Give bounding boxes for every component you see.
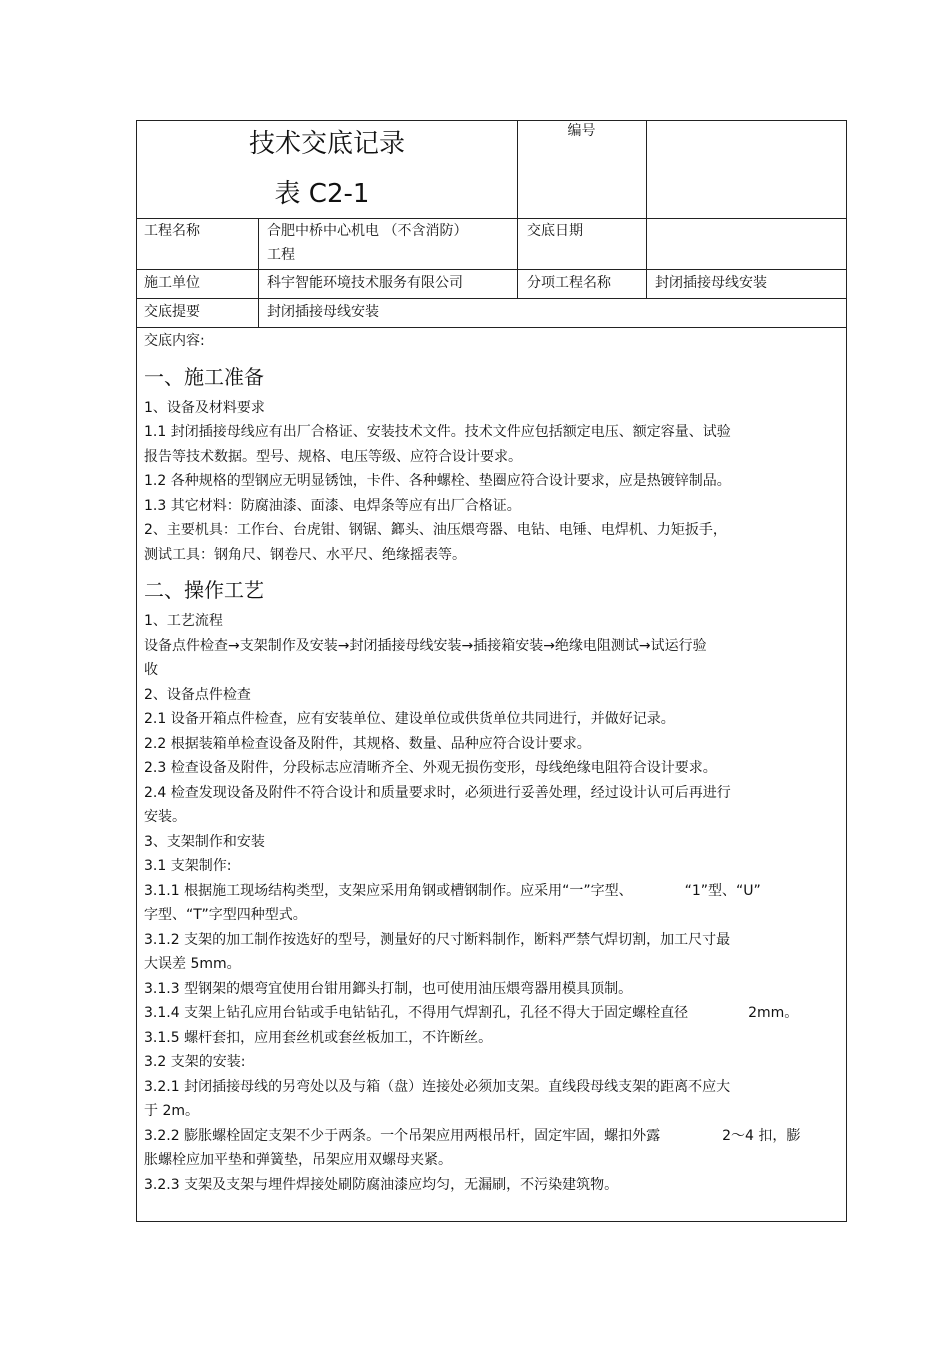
unit-value: 科宇智能环境技术服务有限公司 — [267, 275, 463, 291]
content-line: 安装。 — [144, 809, 186, 825]
content-text: 2～4 扣，膨 — [722, 1127, 801, 1144]
content-line: 测试工具：钢角尺、钢卷尺、水平尺、绝缘摇表等。 — [144, 546, 466, 563]
content-line: 3.1.2 支架的加工制作按选好的型号，测量好的尺寸断料制作，断料严禁气焊切割，加工尺寸最 — [144, 931, 731, 948]
content-line: 3.1.5 螺杆套扣，应用套丝机或套丝板加工，不许断丝。 — [144, 1029, 493, 1046]
content-line: 3.1.3 型钢架的煨弯宜使用台钳用鎯头打制，也可使用油压煨弯器用模具顶制。 — [144, 980, 633, 997]
form-code: 表 C2-1 — [274, 179, 370, 209]
content-line — [144, 1001, 844, 1026]
content-line — [144, 879, 844, 904]
content-line: 1.1 封闭插接母线应有出厂合格证、安装技术文件。技术文件应包括额定电压、额定容量、试验 — [144, 424, 731, 440]
content-line: 收 — [144, 662, 158, 678]
sub-project-value: 封闭插接母线安装 — [655, 275, 767, 291]
number-label: 编号 — [567, 123, 596, 139]
content-line — [144, 1124, 844, 1149]
date-label: 交底日期 — [527, 223, 583, 239]
content-line: 3.2.1 封闭插接母线的另弯处以及与箱（盘）连接处必须加支架。直线段母线支架的距离不应大 — [144, 1078, 731, 1095]
summary-label: 交底提要 — [144, 304, 200, 320]
content-label: 交底内容: — [144, 333, 205, 349]
content-line: 1、工艺流程 — [144, 613, 223, 629]
content-text: 3.1.1 根据施工现场结构类型，支架应采用角钢或槽钢制作。应采用“一”字型、 — [144, 882, 633, 899]
content-line: 字型、“T”字型四种型式。 — [144, 907, 307, 923]
content-line: 2、主要机具：工作台、台虎钳、钢锯、鎯头、油压煨弯器、电钻、电锤、电焊机、力矩扳手， — [144, 522, 727, 538]
content-line: 1、设备及材料要求 — [144, 399, 265, 416]
content-text: 3.1.4 支架上钻孔应用台钻或手电钻钻孔，不得用气焊割孔，孔径不得大于固定螺栓直径 — [144, 1005, 689, 1021]
content-line: 大误差 5mm。 — [144, 956, 241, 972]
section-heading: 一、施工准备 — [144, 364, 264, 389]
content-line: 3、支架制作和安装 — [144, 833, 265, 850]
content-line: 1.2 各种规格的型钢应无明显锈蚀，卡件、各种螺栓、垫圈应符合设计要求，应是热镀锌制品。 — [144, 473, 731, 489]
project-name-line1: 合肥中桥中心机电 （不含消防） — [267, 223, 468, 239]
content-line: 设备点件检查→支架制作及安装→封闭插接母线安装→插接箱安装→绝缘电阻测试→试运行验 — [144, 637, 707, 654]
content-line: 2.2 根据装箱单检查设备及附件，其规格、数量、品种应符合设计要求。 — [144, 735, 591, 752]
project-name-value — [267, 218, 512, 268]
content-line: 2.4 检查发现设备及附件不符合设计和质量要求时，必须进行妥善处理，经过设计认可后再进行 — [144, 784, 731, 801]
form-title: 技术交底记录 — [248, 129, 405, 159]
content-line: 2.3 检查设备及附件，分段标志应清晰齐全、外观无损伤变形，母线绝缘电阻符合设计要求。 — [144, 760, 717, 776]
content-line: 胀螺栓应加平垫和弹簧垫，吊架应用双螺母夹紧。 — [144, 1152, 452, 1168]
content-text: “1”型、“U” — [684, 882, 761, 899]
briefing-content — [144, 329, 844, 1197]
content-line: 报告等技术数据。型号、规格、电压等级、应符合设计要求。 — [144, 448, 522, 465]
row-divider — [137, 327, 846, 328]
sub-project-label: 分项工程名称 — [527, 275, 611, 291]
project-name-label: 工程名称 — [144, 223, 200, 239]
content-line: 3.2 支架的安装: — [144, 1054, 246, 1070]
column-divider — [258, 218, 259, 327]
technical-briefing-form — [136, 120, 847, 1222]
column-divider — [517, 121, 518, 298]
content-line: 2、设备点件检查 — [144, 686, 251, 703]
section-heading: 二、操作工艺 — [144, 578, 264, 602]
content-line: 3.1 支架制作: — [144, 858, 232, 874]
content-line: 3.2.3 支架及支架与埋件焊接处刷防腐油漆应均匀，无漏刷，不污染建筑物。 — [144, 1176, 619, 1193]
project-name-line2: 工程 — [267, 247, 295, 263]
content-line: 于 2m。 — [144, 1103, 199, 1119]
content-text: 3.2.2 膨胀螺栓固定支架不少于两条。一个吊架应用两根吊杆，固定牢固，螺扣外露 — [144, 1127, 661, 1144]
summary-value: 封闭插接母线安装 — [267, 304, 379, 320]
content-line: 2.1 设备开箱点件检查，应有安装单位、建设单位或供货单位共同进行，并做好记录。 — [144, 711, 675, 727]
number-value — [647, 121, 846, 218]
content-text: 2mm。 — [748, 1005, 799, 1021]
unit-label: 施工单位 — [144, 275, 200, 291]
content-line: 1.3 其它材料：防腐油漆、面漆、电焊条等应有出厂合格证。 — [144, 497, 521, 514]
